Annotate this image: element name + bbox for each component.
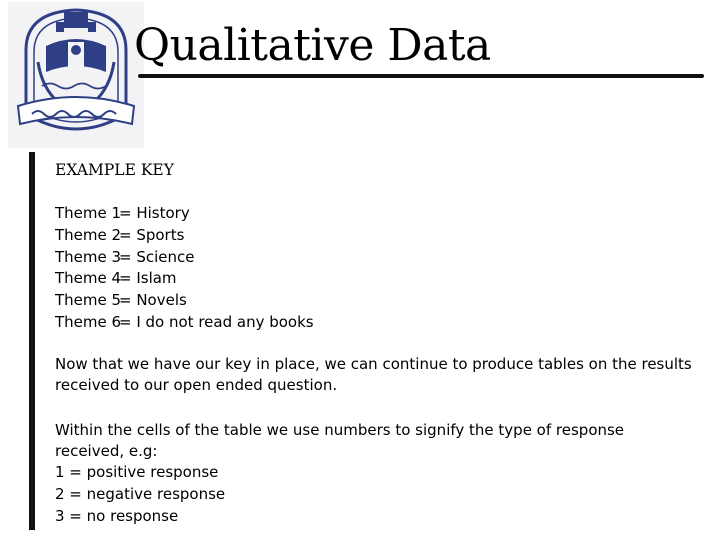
theme-row-6 — [55, 312, 314, 334]
theme-label: Theme 1 — [55, 204, 122, 222]
theme-value: = Novels — [119, 291, 187, 310]
theme-row-4 — [55, 268, 314, 290]
theme-label: Theme 2 — [55, 225, 122, 244]
theme-label: Theme 3 — [55, 247, 122, 266]
theme-value: = Sports — [119, 225, 185, 244]
theme-row-1 — [55, 203, 314, 225]
theme-value: = History — [119, 204, 190, 222]
university-logo — [8, 2, 144, 148]
response-code-item: 1 = positive response — [55, 463, 219, 481]
theme-row-3 — [55, 247, 314, 269]
page-title: Qualitative Data — [134, 20, 491, 71]
theme-value: = Islam — [119, 269, 177, 288]
paragraph-key-intro: Now that we have our key in place, we can continue to produce tables on the results received to our open ended question. — [55, 355, 692, 394]
theme-label: Theme 5 — [55, 291, 122, 310]
title-underline — [138, 74, 704, 78]
response-code-item: 2 = negative response — [55, 484, 226, 503]
key-heading: EXAMPLE KEY — [55, 161, 174, 179]
theme-value: = I do not read any books — [119, 312, 314, 331]
paragraph-cells-intro: Within the cells of the table we use numbers to signify the type of response received, e.g: — [55, 421, 625, 460]
theme-value: = Science — [119, 247, 195, 266]
response-code-list — [55, 462, 225, 527]
response-code-item: 3 = no response — [55, 506, 179, 525]
theme-label: Theme 4 — [55, 269, 122, 288]
theme-row-5 — [55, 290, 314, 312]
theme-label: Theme 6 — [55, 312, 122, 331]
theme-row-2 — [55, 225, 314, 247]
theme-key-list — [55, 203, 314, 334]
left-accent-bar — [29, 152, 35, 530]
